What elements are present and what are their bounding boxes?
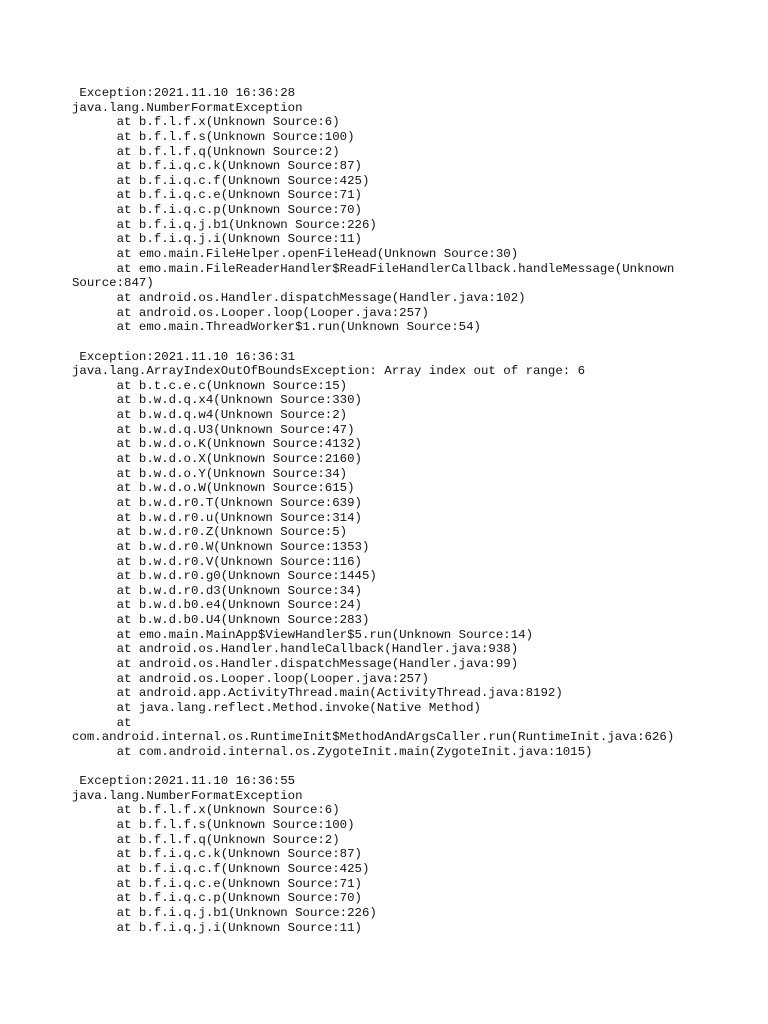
stack-trace-line: at b.w.d.q.U3(Unknown Source:47) (72, 422, 355, 437)
stack-trace-line: at b.f.i.q.c.p(Unknown Source:70) (72, 203, 362, 218)
stack-trace-line: com.android.internal.os.RuntimeInit$MethodAndArgsCaller.run(RuntimeInit.java:626) (72, 730, 675, 745)
stack-trace-line: at b.f.i.q.j.i(Unknown Source:11) (72, 232, 362, 247)
stack-trace-line: at b.f.l.f.s(Unknown Source:100) (72, 818, 355, 833)
stack-trace-line: at b.w.d.r0.g0(Unknown Source:1445) (72, 569, 377, 584)
exception-timestamp: Exception:2021.11.10 16:36:28 (72, 86, 296, 100)
stack-trace-line: at b.w.d.o.W(Unknown Source:615) (72, 481, 355, 496)
stack-trace-line: at b.f.i.q.j.i(Unknown Source:11) (72, 920, 362, 935)
stack-trace-line: at b.f.l.f.x(Unknown Source:6) (72, 803, 340, 818)
stack-trace-line: at b.f.l.f.q(Unknown Source:2) (72, 832, 340, 847)
stack-trace-line: at b.w.d.r0.V(Unknown Source:116) (72, 554, 362, 569)
stack-trace-line: at b.f.i.q.j.b1(Unknown Source:226) (72, 905, 377, 920)
stack-trace-line: at b.f.i.q.c.f(Unknown Source:425) (72, 861, 370, 876)
stack-trace-line: at emo.main.FileReaderHandler$ReadFileHandlerCallback.handleMessage(Unknown (72, 261, 675, 276)
stack-trace-line: at emo.main.FileHelper.openFileHead(Unknown Source:30) (72, 247, 519, 262)
exception-block (72, 86, 762, 335)
exception-type: java.lang.ArrayIndexOutOfBoundsException: Array index out of range: 6 (72, 364, 586, 379)
stack-trace-line: at java.lang.reflect.Method.invoke(Native Method) (72, 700, 481, 715)
exception-block (72, 350, 762, 760)
stack-trace-line: at emo.main.MainApp$ViewHandler$5.run(Unknown Source:14) (72, 627, 534, 642)
exception-type: java.lang.NumberFormatException (72, 788, 303, 803)
stack-trace-line: at b.w.d.r0.u(Unknown Source:314) (72, 510, 362, 525)
stack-trace-line: at android.os.Handler.dispatchMessage(Handler.java:102) (72, 290, 526, 305)
stack-trace-line: at b.w.d.q.w4(Unknown Source:2) (72, 408, 348, 423)
stack-trace-line: at b.f.i.q.c.k(Unknown Source:87) (72, 847, 362, 862)
exception-log (72, 86, 762, 935)
stack-trace-line: at b.f.i.q.c.e(Unknown Source:71) (72, 188, 362, 203)
stack-trace-line: at emo.main.ThreadWorker$1.run(Unknown Source:54) (72, 320, 481, 335)
stack-trace-line: at b.w.d.b0.e4(Unknown Source:24) (72, 598, 362, 613)
stack-trace-line: at b.t.c.e.c(Unknown Source:15) (72, 378, 348, 393)
stack-trace-line: at b.w.d.o.X(Unknown Source:2160) (72, 452, 362, 467)
stack-trace-line: at com.android.internal.os.ZygoteInit.main(ZygoteInit.java:1015) (72, 744, 593, 759)
stack-trace-line: at b.f.i.q.c.p(Unknown Source:70) (72, 891, 362, 906)
stack-trace-line: at android.os.Looper.loop(Looper.java:257) (72, 671, 429, 686)
stack-trace-line: at b.w.d.q.x4(Unknown Source:330) (72, 393, 362, 408)
stack-trace-line: at b.w.d.r0.Z(Unknown Source:5) (72, 525, 348, 540)
stack-trace-line: at b.w.d.r0.W(Unknown Source:1353) (72, 539, 370, 554)
exception-type: java.lang.NumberFormatException (72, 100, 303, 115)
exception-timestamp: Exception:2021.11.10 16:36:31 (72, 349, 296, 364)
stack-trace-line: at b.w.d.o.Y(Unknown Source:34) (72, 466, 348, 481)
stack-trace-line: at b.w.d.b0.U4(Unknown Source:283) (72, 613, 370, 628)
stack-trace-line: at b.f.i.q.j.b1(Unknown Source:226) (72, 217, 377, 232)
block-separator (72, 759, 762, 774)
stack-trace-line: at b.f.i.q.c.e(Unknown Source:71) (72, 876, 362, 891)
stack-trace-line: at b.f.l.f.x(Unknown Source:6) (72, 115, 340, 130)
stack-trace-line: at b.f.l.f.s(Unknown Source:100) (72, 129, 355, 144)
stack-trace-line: at b.w.d.r0.T(Unknown Source:639) (72, 495, 362, 510)
stack-trace-line: at b.f.l.f.q(Unknown Source:2) (72, 144, 340, 159)
block-separator (72, 335, 762, 350)
stack-trace-line: at android.os.Handler.dispatchMessage(Handler.java:99) (72, 656, 519, 671)
stack-trace-line: at b.f.i.q.c.k(Unknown Source:87) (72, 159, 362, 174)
exception-timestamp: Exception:2021.11.10 16:36:55 (72, 774, 296, 789)
stack-trace-line: at android.os.Handler.handleCallback(Handler.java:938) (72, 642, 519, 657)
stack-trace-line: Source:847) (72, 276, 154, 291)
stack-trace-line: at android.os.Looper.loop(Looper.java:257) (72, 305, 429, 320)
stack-trace-line: at b.w.d.r0.d3(Unknown Source:34) (72, 583, 362, 598)
stack-trace-line: at b.w.d.o.K(Unknown Source:4132) (72, 437, 362, 452)
stack-trace-line: at b.f.i.q.c.f(Unknown Source:425) (72, 173, 370, 188)
stack-trace-line: at (72, 715, 132, 730)
stack-trace-line: at android.app.ActivityThread.main(ActivityThread.java:8192) (72, 686, 563, 701)
exception-block (72, 774, 762, 935)
